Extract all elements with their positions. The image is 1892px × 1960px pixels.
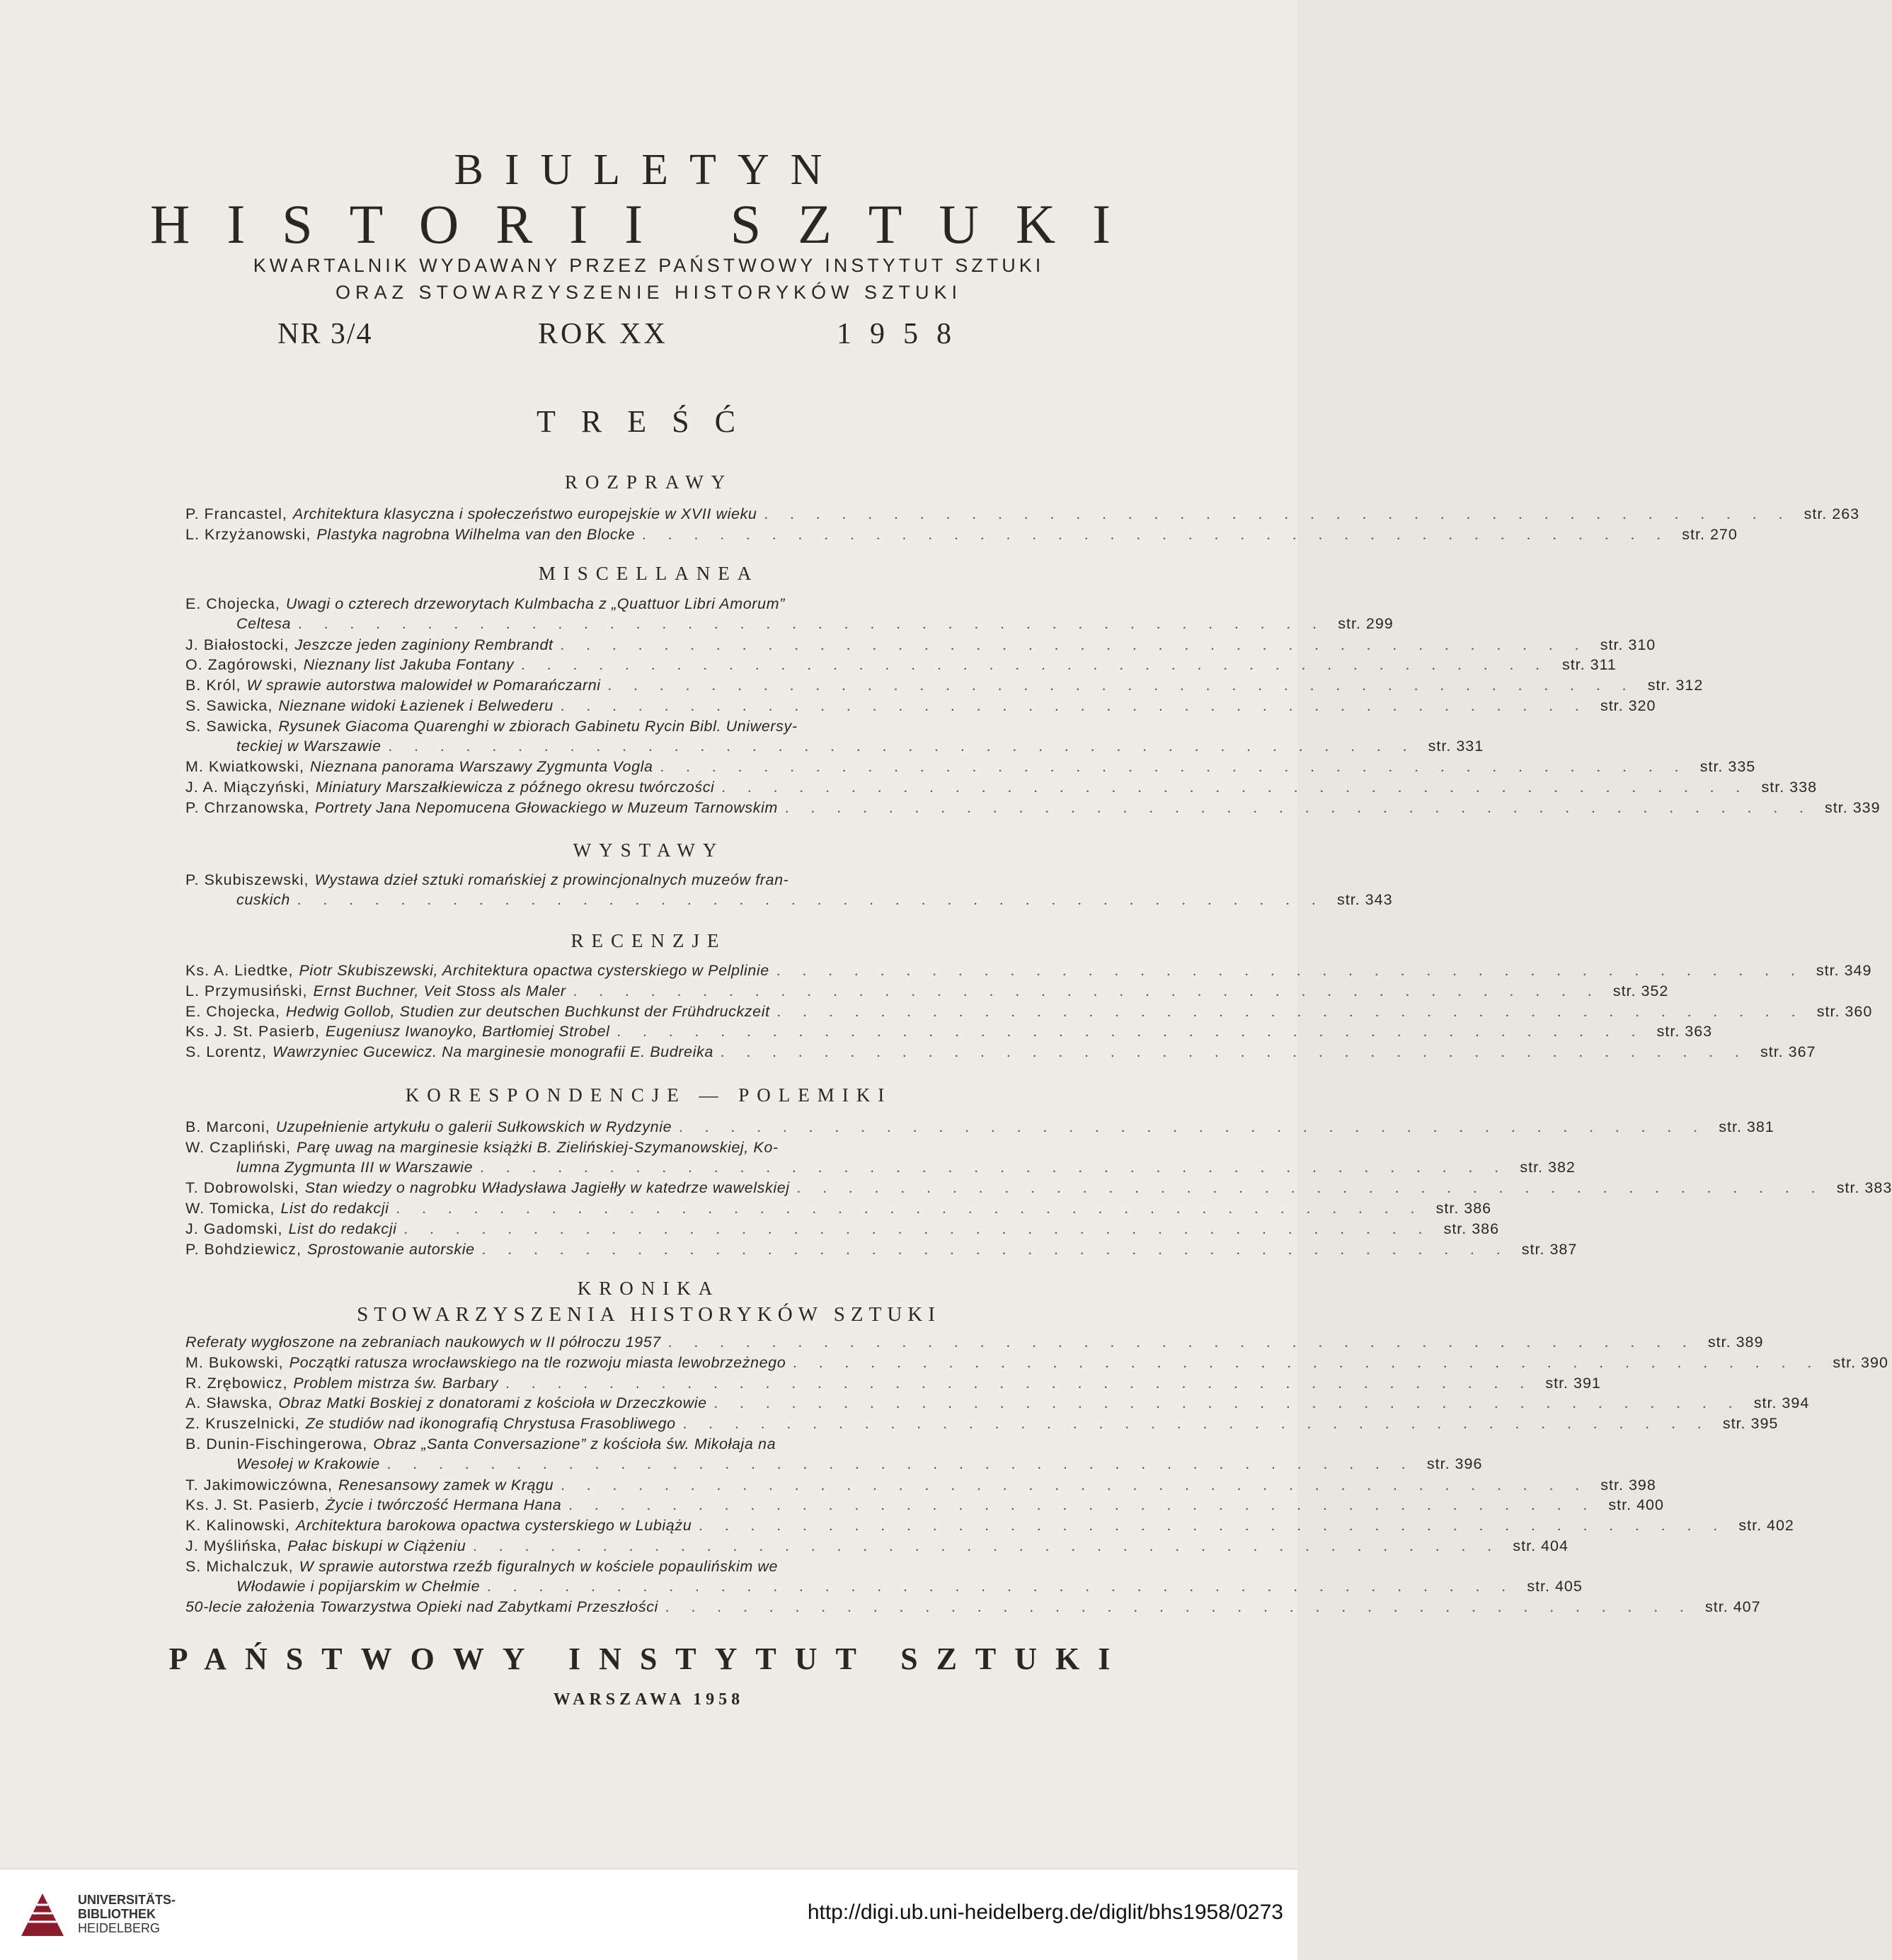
entry-title: List do redakcji [288,1220,397,1237]
toc-entry [185,1597,1761,1617]
entry-page: str. 312 [1647,677,1704,694]
entry-title: W sprawie autorstwa rzeźb figuralnych w kościele popaulińskim we [299,1557,779,1575]
library-footer-bar [0,1869,1297,1960]
toc-entry [185,981,1669,1001]
entry-page: str. 390 [1833,1353,1888,1371]
entry-page: str. 394 [1753,1394,1810,1412]
entry-author: P. Francastel, [185,505,287,522]
journal-title-line2: HISTORII SZTUKI [149,193,1148,255]
entry-author: J. Gadomski, [185,1220,283,1237]
entry-page: str. 395 [1722,1415,1779,1433]
entry-title-continuation: Włodawie i popijarskim w Chełmie [236,1577,481,1595]
toc-entry [185,1137,1576,1177]
entry-title: Nieznana panorama Warszawy Zygmunta Vogla [309,758,653,776]
section-heading: MISCELLANEA [538,563,759,584]
entry-page: str. 331 [1428,737,1484,755]
leader-dots: . . . . . . . . . . . . . . . . . . . . . . . . . . . . . . . . . . . . . . . . [473,1537,1501,1554]
library-name-line3: HEIDELBERG [78,1921,161,1935]
toc-entry [185,1414,1779,1433]
entry-title: Sprostowanie autorskie [307,1240,475,1258]
section-subheading: STOWARZYSZENIA HISTORYKÓW SZTUKI [357,1303,941,1326]
entry-author: S. Lorentz, [185,1043,267,1061]
section-heading: RECENZJE [571,930,727,951]
entry-title: Ze studiów nad ikonografią Chrystusa Frasobliwego [305,1415,676,1433]
entry-page: str. 360 [1816,1002,1873,1020]
toc-entry [185,635,1656,655]
entry-title: W sprawie autorstwa malowideł w Pomarańczarni [246,677,601,694]
leader-dots: . . . . . . . . . . . . . . . . . . . . . . . . . . . . . . . . . . . . . . . . [660,758,1688,776]
leader-dots: . . . . . . . . . . . . . . . . . . . . . . . . . . . . . . . . . . . . . . . . [386,1455,1415,1472]
entry-page: str. 349 [1816,962,1872,979]
entry-author: W. Tomicka, [185,1200,275,1217]
toc-entry [185,1239,1578,1259]
leader-dots: . . . . . . . . . . . . . . . . . . . . . . . . . . . . . . . . . . . . . . . . [667,1334,1696,1351]
entry-page: str. 352 [1612,982,1669,999]
leader-dots: . . . . . . . . . . . . . . . . . . . . . . . . . . . . . . . . . . . . . . . . [796,1179,1825,1197]
entry-author: L. Krzyżanowski, [185,525,311,543]
entry-page: str. 311 [1561,656,1617,674]
entry-title: Problem mistrza św. Barbary [293,1374,499,1392]
toc-entry [185,655,1617,675]
entry-title: Obraz Matki Boskiej z donatorami z kościoła w Drzeczkowie [278,1394,707,1412]
toc-entry [185,798,1881,818]
toc-entry [185,1475,1656,1495]
leader-dots: . . . . . . . . . . . . . . . . . . . . . . . . . . . . . . . . . . . . . . . . [665,1598,1693,1616]
entry-title: Pałac biskupi w Ciążeniu [287,1537,466,1554]
leader-dots: . . . . . . . . . . . . . . . . . . . . . . . . . . . . . . . . . . . . . . . . [298,615,1326,632]
entry-title: Nieznany list Jakuba Fontany [303,656,515,674]
entry-page: str. 404 [1513,1537,1569,1554]
entry-page: str. 400 [1608,1496,1664,1514]
library-name-line1: UNIVERSITÄTS- [78,1893,176,1907]
entry-title-continuation: teckiej w Warszawie [236,737,382,755]
toc-entry [185,594,1394,634]
toc-entry [185,1042,1816,1062]
toc-entry [185,1178,1892,1198]
entry-title: Uzupełnienie artykułu o galerii Sułkowskich w Rydzynie [275,1118,672,1135]
leader-dots: . . . . . . . . . . . . . . . . . . . . . . . . . . . . . . . . . . . . . . . . [607,677,1636,694]
entry-title: Obraz „Santa Conversazione” z kościoła św. Mikołaja na [373,1435,776,1452]
leader-dots: . . . . . . . . . . . . . . . . . . . . . . . . . . . . . . . . . . . . . . . . [642,525,1670,543]
entry-page: str. 270 [1682,525,1738,543]
toc-entry [185,504,1860,524]
toc-entry [185,961,1872,980]
leader-dots: . . . . . . . . . . . . . . . . . . . . . . . . . . . . . . . . . . . . . . . . [561,1476,1588,1494]
entry-page: str. 338 [1761,779,1818,796]
toc-entry [185,777,1818,797]
leader-dots: . . . . . . . . . . . . . . . . . . . . . . . . . . . . . . . . . . . . . . . . [720,1043,1748,1061]
leader-dots: . . . . . . . . . . . . . . . . . . . . . . . . . . . . . . . . . . . . . . . . [521,656,1549,674]
leader-dots: . . . . . . . . . . . . . . . . . . . . . . . . . . . . . . . . . . . . . . . . [713,1394,1742,1412]
entry-page: str. 299 [1338,615,1394,632]
entry-page: str. 310 [1600,636,1656,653]
toc-entry [185,1373,1601,1393]
entry-title: Wystawa dzieł sztuki romańskiej z prowincjonalnych muzeów fran- [314,871,789,888]
leader-dots: . . . . . . . . . . . . . . . . . . . . . . . . . . . . . . . . . . . . . . . . [776,1002,1805,1020]
section-heading: WYSTAWY [573,839,725,861]
journal-title-line1: BIULETYN [454,146,844,194]
leader-dots: . . . . . . . . . . . . . . . . . . . . . . . . . . . . . . . . . . . . . . . . [699,1517,1726,1535]
entry-page: str. 335 [1699,758,1756,776]
leader-dots: . . . . . . . . . . . . . . . . . . . . . . . . . . . . . . . . . . . . . . . . [784,799,1813,816]
entry-author: S. Sawicka, [185,717,273,735]
entry-author: J. A. Miączyński, [185,779,310,796]
leader-dots: . . . . . . . . . . . . . . . . . . . . . . . . . . . . . . . . . . . . . . . . [560,636,1588,653]
leader-dots: . . . . . . . . . . . . . . . . . . . . . . . . . . . . . . . . . . . . . . . . [682,1415,1711,1433]
entry-page: str. 382 [1520,1158,1576,1176]
entry-title: Nieznane widoki Łazienek i Belwederu [278,697,554,714]
entry-page: str. 405 [1527,1577,1583,1595]
toc-entry [185,1536,1569,1556]
leader-dots: . . . . . . . . . . . . . . . . . . . . . . . . . . . . . . . . . . . . . . . . [487,1577,1515,1595]
entry-title: Hedwig Gollob, Studien zur deutschen Buchkunst der Frühdruckzeit [285,1002,770,1020]
toc-entry [185,1219,1500,1239]
entry-title-continuation: lumna Zygmunta III w Warszawie [236,1158,474,1176]
section-heading: KORESPONDENCJE — POLEMIKI [405,1084,893,1106]
entry-author: Ks. J. St. Pasierb, [185,1023,320,1041]
entry-title: Plastyka nagrobna Wilhelma van den Blocke [316,525,636,543]
entry-title: Parę uwag na marginesie książki B. Zielińskiej-Szymanowskiej, Ko- [297,1138,779,1156]
leader-dots: . . . . . . . . . . . . . . . . . . . . . . . . . . . . . . . . . . . . . . . . [764,505,1792,522]
library-name-line2: BIBLIOTHEK [78,1907,156,1921]
entry-author: Z. Kruszelnicki, [185,1415,300,1433]
entry-author: P. Skubiszewski, [185,871,309,888]
source-url-link[interactable]: http://digi.ub.uni-heidelberg.de/diglit/bhs1958/0273 [807,1901,1283,1924]
entry-title: Eugeniusz Iwanoyko, Bartłomiej Strobel [325,1023,610,1041]
entry-title: Życie i twórczość Hermana Hana [325,1496,562,1514]
toc-entry [185,1353,1888,1372]
entry-title: Stan wiedzy o nagrobku Władysława Jagiełły w katedrze wawelskiej [304,1179,790,1197]
toc-entry [185,1021,1713,1041]
entry-page: str. 339 [1825,799,1881,816]
toc-entry [185,1002,1873,1021]
leader-dots: . . . . . . . . . . . . . . . . . . . . . . . . . . . . . . . . . . . . . . . . [505,1374,1533,1392]
entry-author: E. Chojecka, [185,1002,280,1020]
publisher-name: PAŃSTWOWY INSTYTUT SZTUKI [168,1641,1129,1676]
entry-author: M. Kwiatkowski, [185,758,304,776]
entry-title: List do redakcji [280,1200,389,1217]
toc-entry [185,1332,1764,1352]
entry-title-continuation: cuskich [236,891,290,908]
entry-title-continuation: Wesołej w Krakowie [236,1455,380,1472]
entry-page: str. 381 [1719,1118,1775,1135]
entry-title: 50-lecie założenia Towarzystwa Opieki nad Zabytkami Przeszłości [185,1598,658,1616]
leader-dots: . . . . . . . . . . . . . . . . . . . . . . . . . . . . . . . . . . . . . . . . [617,1023,1645,1041]
leader-dots: . . . . . . . . . . . . . . . . . . . . . . . . . . . . . . . . . . . . . . . . [481,1240,1510,1258]
entry-title: Miniatury Marszałkiewicza z późnego okresu twórczości [315,779,715,796]
entry-page: str. 391 [1545,1374,1601,1392]
entry-author: B. Król, [185,677,241,694]
leader-dots: . . . . . . . . . . . . . . . . . . . . . . . . . . . . . . . . . . . . . . . . [679,1118,1707,1135]
entry-title: Architektura klasyczna i społeczeństwo europejskie w XVII wieku [292,505,757,522]
entry-author: T. Dobrowolski, [185,1179,299,1197]
entry-page: str. 402 [1738,1517,1794,1535]
toc-entry [185,525,1738,544]
entry-author: J. Białostocki, [185,636,289,653]
entry-author: O. Zagórowski, [185,656,298,674]
entry-title: Wawrzyniec Gucewicz. Na marginesie monografii E. Budreika [272,1043,713,1061]
leader-dots: . . . . . . . . . . . . . . . . . . . . . . . . . . . . . . . . . . . . . . . . [396,1200,1424,1217]
contents-title: TREŚĆ [537,404,761,439]
entry-title-continuation: Celtesa [236,615,292,632]
entry-author: S. Sawicka, [185,697,273,714]
leader-dots: . . . . . . . . . . . . . . . . . . . . . . . . . . . . . . . . . . . . . . . . [721,779,1750,796]
entry-author: J. Myślińska, [185,1537,282,1554]
toc-entry [185,1434,1483,1474]
entry-title: Początki ratusza wrocławskiego na tle rozwoju miasta lewobrzeżnego [289,1353,786,1371]
entry-author: T. Jakimowiczówna, [185,1476,333,1494]
toc-entry [185,1198,1492,1218]
issue-volume: ROK XX [538,318,668,350]
entry-page: str. 396 [1426,1455,1483,1472]
entry-title: Jeszcze jeden zaginiony Rembrandt [294,636,554,653]
entry-author: M. Bukowski, [185,1353,284,1371]
leader-dots: . . . . . . . . . . . . . . . . . . . . . . . . . . . . . . . . . . . . . . . . [793,1353,1821,1371]
entry-author: L. Przymusiński, [185,982,308,999]
toc-entry [185,1495,1664,1515]
toc-entry [185,757,1756,776]
section-heading: ROZPRAWY [564,471,733,493]
entry-page: str. 386 [1435,1200,1492,1217]
entry-author: E. Chojecka, [185,595,280,612]
entry-title: Piotr Skubiszewski, Architektura opactwa cysterskiego w Pelplinie [299,962,769,979]
entry-page: str. 407 [1705,1598,1761,1616]
entry-author: B. Dunin-Fischingerowa, [185,1435,368,1452]
entry-author: Ks. A. Liedtke, [185,962,294,979]
leader-dots: . . . . . . . . . . . . . . . . . . . . . . . . . . . . . . . . . . . . . . . . [403,1220,1432,1237]
entry-title: Portrety Jana Nepomucena Głowackiego w Muzeum Tarnowskim [314,799,778,816]
entry-author: B. Marconi, [185,1118,270,1135]
entry-page: str. 386 [1443,1220,1500,1237]
entry-title: Uwagi o czterech drzeworytach Kulmbacha z „Quattuor Libri Amorum” [285,595,785,612]
toc-entry [185,1515,1794,1535]
entry-author: S. Michalczuk, [185,1557,294,1575]
library-name [78,1893,176,1935]
entry-title: Architektura barokowa opactwa cysterskiego w Lubiążu [295,1517,692,1535]
leader-dots: . . . . . . . . . . . . . . . . . . . . . . . . . . . . . . . . . . . . . . . . [568,1496,1596,1514]
toc-entry [185,1557,1583,1596]
toc-entry [185,1117,1775,1137]
section-heading: KRONIKA [577,1278,721,1299]
toc-entry [185,716,1484,756]
leader-dots: . . . . . . . . . . . . . . . . . . . . . . . . . . . . . . . . . . . . . . . . [480,1158,1508,1176]
leader-dots: . . . . . . . . . . . . . . . . . . . . . . . . . . . . . . . . . . . . . . . . [388,737,1416,755]
entry-page: str. 389 [1707,1334,1764,1351]
entry-page: str. 320 [1600,697,1656,714]
entry-author: P. Chrzanowska, [185,799,309,816]
entry-author: R. Zrębowicz, [185,1374,288,1392]
entry-page: str. 383 [1836,1179,1892,1197]
entry-page: str. 387 [1521,1240,1578,1258]
entry-page: str. 363 [1656,1023,1713,1041]
entry-page: str. 367 [1760,1043,1816,1061]
entry-title: Renesansowy zamek w Krągu [338,1476,554,1494]
publisher-place-year: WARSZAWA 1958 [553,1690,745,1709]
entry-title: Referaty wygłoszone na zebraniach naukowych w II półroczu 1957 [185,1334,661,1351]
issue-year: 1958 [837,318,970,350]
entry-page: str. 398 [1600,1476,1656,1494]
leader-dots: . . . . . . . . . . . . . . . . . . . . . . . . . . . . . . . . . . . . . . . . [297,891,1325,908]
journal-subtitle-line1: KWARTALNIK WYDAWANY PRZEZ PAŃSTWOWY INSTYTUT SZTUKI [253,255,1045,276]
leader-dots: . . . . . . . . . . . . . . . . . . . . . . . . . . . . . . . . . . . . . . . . [560,697,1588,714]
journal-subtitle-line2: ORAZ STOWARZYSZENIE HISTORYKÓW SZTUKI [335,282,963,303]
leader-dots: . . . . . . . . . . . . . . . . . . . . . . . . . . . . . . . . . . . . . . . . [573,982,1601,999]
entry-author: A. Sławska, [185,1394,273,1412]
entry-page: str. 343 [1337,891,1393,908]
entry-author: Ks. J. St. Pasierb, [185,1496,320,1514]
toc-entry [185,696,1656,716]
entry-title: Ernst Buchner, Veit Stoss als Maler [313,982,566,999]
toc-entry [185,675,1704,695]
issue-number: NR 3/4 [277,318,373,350]
entry-page: str. 263 [1804,505,1860,522]
entry-title: Rysunek Giacoma Quarenghi w zbiorach Gabinetu Rycin Bibl. Uniwersy- [278,717,798,735]
entry-author: P. Bohdziewicz, [185,1240,302,1258]
library-logo-icon [14,1886,71,1943]
leader-dots: . . . . . . . . . . . . . . . . . . . . . . . . . . . . . . . . . . . . . . . . [776,962,1804,979]
entry-author: K. Kalinowski, [185,1517,290,1535]
entry-author: W. Czapliński, [185,1138,292,1156]
toc-entry [185,870,1393,910]
toc-entry [185,1393,1810,1413]
